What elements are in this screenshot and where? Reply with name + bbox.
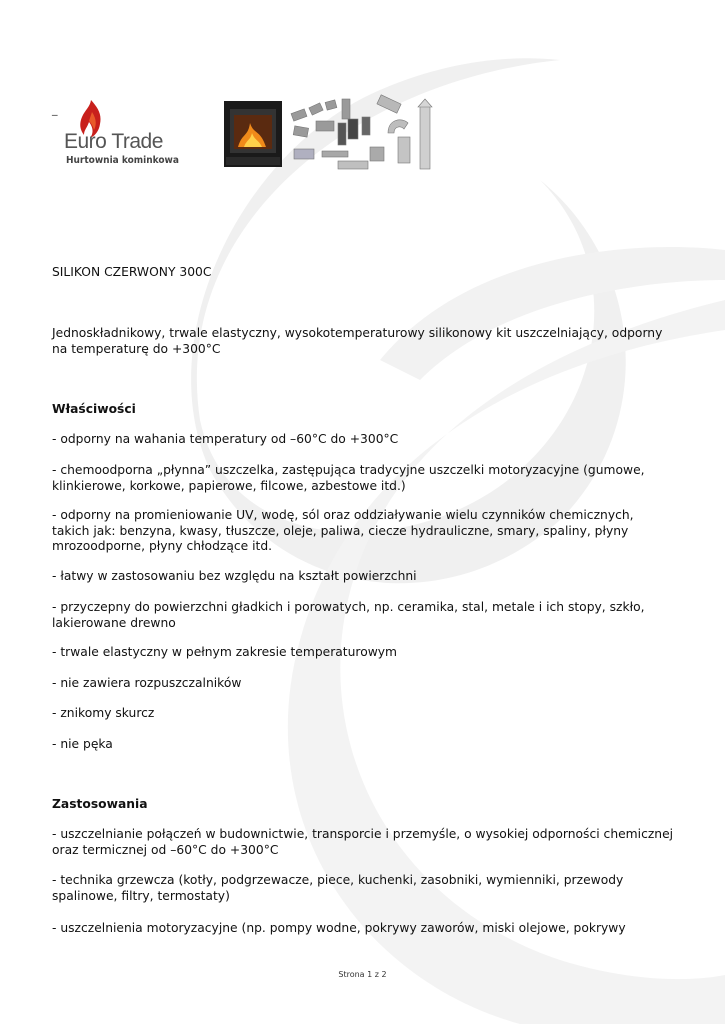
- item-line: klinkierowe, korkowe, papierowe, filcowe, azbestowe itd.): [52, 478, 406, 493]
- product-title: SILIKON CZERWONY 300C: [52, 265, 212, 279]
- item-line: - uszczelnianie połączeń w budownictwie, transporcie i przemyśle, o wysokiej odporności chemicznej: [52, 827, 674, 841]
- item-line: spalinowe, filtry, termostaty): [52, 888, 230, 903]
- item-line: - technika grzewcza (kotły, podgrzewacze, piece, kuchenki, zasobniki, wymienniki, przewody: [52, 873, 624, 887]
- item-line: - odporny na promieniowanie UV, wodę, sól oraz oddziaływanie wielu czynników chemicznych,: [52, 508, 634, 522]
- item-line: takich jak: benzyna, kwasy, tłuszcze, oleje, paliwa, ciecze hydrauliczne, smary, spaliny, płyny: [52, 523, 629, 538]
- item-line: - łatwy w zastosowaniu bez względu na kształt powierzchni: [52, 569, 417, 583]
- item-line: - uszczelnienia motoryzacyjne (np. pompy wodne, pokrywy zaworów, miski olejowe, pokrywy: [52, 921, 626, 935]
- company-logo: [60, 100, 190, 172]
- intro-line: Jednoskładnikowy, trwale elastyczny, wysokotemperaturowy silikonowy kit uszczelniający, odporny: [52, 326, 663, 340]
- item-line: oraz termicznej od –60°C do +300°C: [52, 842, 279, 857]
- item-line: - znikomy skurcz: [52, 706, 155, 720]
- item-line: - nie zawiera rozpuszczalników: [52, 676, 242, 690]
- header-mark: _: [52, 103, 58, 116]
- properties-item: [52, 508, 677, 555]
- product-images: [222, 93, 438, 175]
- applications-item: [52, 827, 677, 858]
- properties-item: [52, 569, 677, 585]
- item-line: mrozoodporne, płyny chłodzące itd.: [52, 539, 273, 553]
- properties-item: [52, 706, 677, 722]
- applications-item: [52, 873, 677, 904]
- flue-fittings-image: [291, 95, 432, 169]
- section-heading-properties: Właściwości: [52, 402, 136, 416]
- properties-item: [52, 432, 677, 448]
- section-heading-applications: Zastosowania: [52, 797, 148, 811]
- fireplace-insert-image: [224, 101, 282, 167]
- item-line: - trwale elastyczny w pełnym zakresie temperaturowym: [52, 645, 398, 659]
- item-line: - odporny na wahania temperatury od –60°C do +300°C: [52, 432, 399, 446]
- item-line: - nie pęka: [52, 737, 113, 751]
- properties-item: [52, 676, 677, 692]
- properties-item: [52, 600, 677, 631]
- properties-item: [52, 463, 677, 494]
- item-line: lakierowane drewno: [52, 615, 176, 630]
- logo-subtitle: Hurtownia kominkowa: [66, 155, 179, 166]
- page-number: Strona 1 z 2: [338, 970, 387, 979]
- intro-line: na temperaturę do +300°C: [52, 341, 221, 356]
- item-line: - chemoodporna „płynna” uszczelka, zastępująca tradycyjne uszczelki motoryzacyjne (gumowe,: [52, 463, 645, 477]
- applications-item: [52, 921, 677, 937]
- properties-item: [52, 737, 677, 753]
- logo-title: Euro Trade: [64, 130, 163, 153]
- properties-item: [52, 645, 677, 661]
- item-line: - przyczepny do powierzchni gładkich i porowatych, np. ceramika, stal, metale i ich stopy, szkło,: [52, 600, 645, 614]
- intro-paragraph: [52, 326, 677, 357]
